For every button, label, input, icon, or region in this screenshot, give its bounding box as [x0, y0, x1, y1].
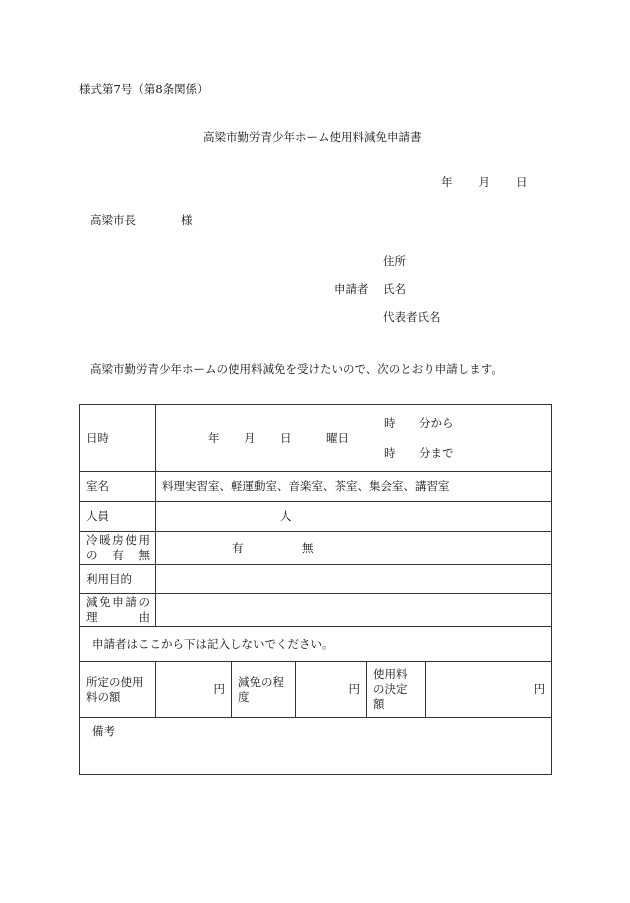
date-year: 年: [441, 175, 453, 189]
applicant-address-label: 住所: [383, 254, 406, 268]
applicant-representative-label: 代表者氏名: [383, 310, 441, 324]
datetime-day: 日: [280, 431, 292, 445]
reduction-degree-field[interactable]: [296, 662, 367, 718]
standard-fee-label: 所定の使用料の額: [80, 662, 156, 718]
ac-field[interactable]: [156, 532, 552, 565]
reduction-degree-unit: 円: [348, 682, 360, 696]
addressee-name: 高梁市長: [90, 213, 136, 227]
office-note-row: [80, 627, 552, 662]
office-use-note: 申請者はここから下は記入しないでください。: [80, 627, 552, 662]
purpose-label: 利用目的: [80, 565, 156, 594]
remarks-row: [80, 718, 552, 775]
applicant-name-label: 氏名: [383, 282, 406, 296]
date-line: [441, 174, 528, 190]
decided-fee-unit: 円: [533, 682, 546, 696]
datetime-hour-to: 時: [384, 446, 396, 460]
reason-field[interactable]: [156, 594, 552, 627]
document-title: 高梁市勤労青少年ホーム使用料減免申請書: [203, 130, 422, 144]
ac-no-option[interactable]: 無: [302, 541, 314, 555]
purpose-field[interactable]: [156, 565, 552, 594]
datetime-minute-to: 分まで: [419, 446, 454, 460]
datetime-row: [80, 405, 552, 472]
reduction-degree-label: 減免の程度: [232, 662, 296, 718]
addressee: [90, 212, 193, 228]
room-options[interactable]: 料理実習室、軽運動室、音楽室、茶室、集会室、講習室: [156, 472, 552, 502]
remarks-field[interactable]: [80, 718, 552, 775]
ac-label: 冷暖房使用の有無: [80, 532, 156, 565]
fees-row: [80, 662, 552, 718]
datetime-field[interactable]: [156, 405, 552, 472]
intro-text: 高梁市勤労青少年ホームの使用料減免を受けたいので、次のとおり申請します。: [90, 362, 503, 376]
room-label: 室名: [80, 472, 156, 502]
date-day: 日: [516, 175, 528, 189]
ac-yes-option[interactable]: 有: [232, 541, 244, 555]
people-field[interactable]: [156, 502, 552, 532]
decided-fee-field[interactable]: [426, 662, 552, 718]
remarks-label: 備考: [92, 724, 115, 738]
reason-label: 減免申請の理由: [80, 594, 156, 627]
application-table: [79, 404, 552, 775]
decided-fee-label: 使用料の決定額: [367, 662, 426, 718]
applicant-label: 申請者: [334, 282, 369, 296]
standard-fee-field[interactable]: [156, 662, 232, 718]
people-row: [80, 502, 552, 532]
addressee-honorific: 様: [181, 213, 193, 227]
datetime-month: 月: [244, 431, 256, 445]
room-row: [80, 472, 552, 502]
datetime-minute-from: 分から: [419, 416, 454, 430]
purpose-row: [80, 565, 552, 594]
datetime-label: 日時: [80, 405, 156, 472]
people-label: 人員: [80, 502, 156, 532]
datetime-hour-from: 時: [384, 416, 396, 430]
datetime-weekday: 曜日: [326, 431, 349, 445]
people-unit: 人: [280, 509, 292, 523]
ac-row: [80, 532, 552, 565]
reason-row: [80, 594, 552, 627]
datetime-year: 年: [208, 431, 220, 445]
date-month: 月: [478, 175, 490, 189]
standard-fee-unit: 円: [213, 682, 225, 696]
form-number: 様式第7号（第8条関係）: [79, 82, 209, 96]
